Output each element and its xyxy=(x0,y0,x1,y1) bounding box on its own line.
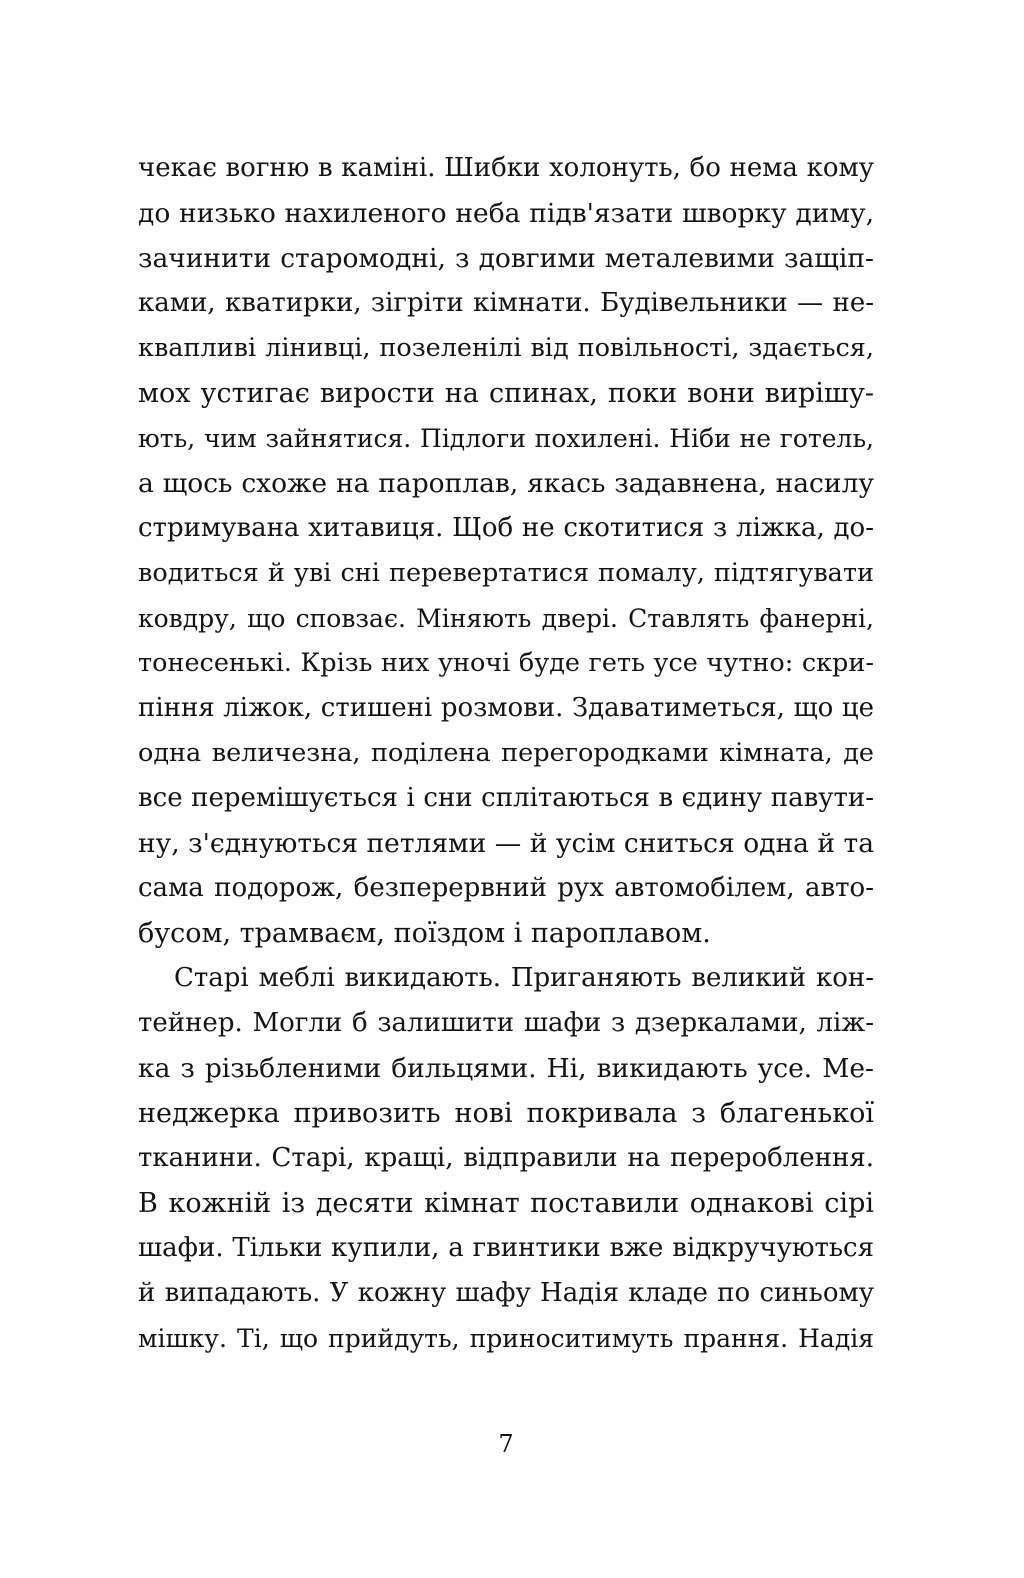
paragraph-2 xyxy=(138,956,874,1361)
text-line: все перемішується і сни сплітаються в єдину павути- xyxy=(138,783,874,813)
text-line: водиться й уві сні перевертатися помалу, підтягувати xyxy=(138,558,874,588)
text-line: ками, кватирки, зігріти кімнати. Будівельники — не- xyxy=(138,288,874,318)
text-line: бусом, трамваєм, поїздом і пароплавом. xyxy=(138,918,711,949)
text-line: до низько нахиленого неба підв'язати шворку диму, xyxy=(138,198,874,229)
text-line: тейнер. Могли б залишити шафи з дзеркалами, ліж- xyxy=(138,1008,874,1038)
text-line: квапливі лінивці, позеленілі від повільності, здається, xyxy=(138,333,874,363)
paragraph-1 xyxy=(138,146,874,956)
text-line: стримувана хитавиця. Щоб не скотитися з ліжка, до- xyxy=(138,513,874,543)
body-text xyxy=(138,146,874,1361)
text-line: В кожній із десяти кімнат поставили однакові сірі xyxy=(138,1188,874,1219)
text-line: мох устигає вирости на спинах, поки вони вирішу- xyxy=(138,378,874,409)
text-line: сама подорож, безперервний рух автомобілем, авто- xyxy=(138,873,874,903)
text-line: мішку. Ті, що прийдуть, приноситимуть прання. Надія xyxy=(138,1324,874,1353)
text-line: ну, з'єднуються петлями — й усім сниться одна й та xyxy=(138,828,874,859)
text-line: тонесенькі. Крізь них уночі буде геть усе чутно: скри- xyxy=(138,648,874,678)
text-line: чекає вогню в каміні. Шибки холонуть, бо нема кому xyxy=(138,153,874,183)
text-line: тканини. Старі, кращі, відправили на перероблення. xyxy=(138,1143,874,1173)
text-line: піння ліжок, стишені розмови. Здаватиметься, що це xyxy=(138,693,874,723)
text-line: й випадають. У кожну шафу Надія кладе по синьому xyxy=(138,1278,874,1308)
text-line: одна величезна, поділена перегородками кімната, де xyxy=(138,738,874,768)
page-number: 7 xyxy=(498,1430,514,1458)
text-line: Старі меблі викидають. Приганяють великий кон- xyxy=(174,963,874,993)
text-line: зачинити старомодні, з довгими металевими защіп- xyxy=(138,243,874,274)
text-line: неджерка привозить нові покривала з благенької xyxy=(138,1098,874,1129)
text-line: а щось схоже на пароплав, якась задавнена, насилу xyxy=(138,468,874,499)
text-line: ковдру, що сповзає. Міняють двері. Ставлять фанерні, xyxy=(138,604,874,633)
text-line: ка з різьбленими бильцями. Ні, викидають усе. Ме- xyxy=(138,1053,874,1084)
text-line: ють, чим зайнятися. Підлоги похилені. Ніби не готель, xyxy=(138,424,874,453)
text-line: шафи. Тільки купили, а гвинтики вже відкручуються xyxy=(138,1233,874,1263)
